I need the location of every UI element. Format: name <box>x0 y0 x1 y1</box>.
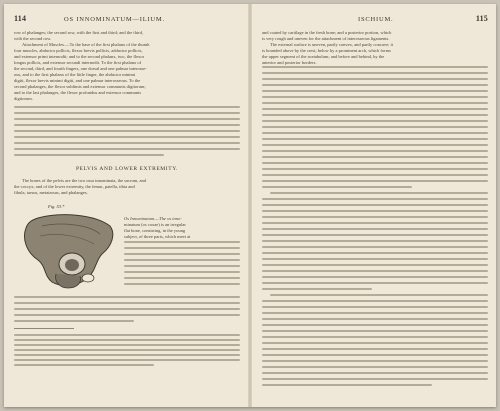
text-line <box>262 360 488 362</box>
body-line: and coated by cartilage in the fresh bone; and a posterior portion, which <box>262 30 392 35</box>
text-line <box>270 192 488 194</box>
text-line <box>262 246 488 248</box>
text-line <box>14 296 240 298</box>
text-line <box>262 150 488 152</box>
os-innominatum-figure <box>16 212 121 290</box>
body-line: the upper segment of the acetabulum; and before and behind, by the <box>262 54 385 59</box>
body-line: and to the last phalanges, the flexor profundus and extensor communis <box>14 90 142 95</box>
text-line <box>262 168 488 170</box>
text-line <box>14 124 240 126</box>
book-spread <box>4 4 496 407</box>
footnote-line <box>14 359 240 361</box>
text-line <box>124 265 240 267</box>
text-line <box>14 154 164 156</box>
footnote-line <box>14 344 240 346</box>
footnote-line <box>14 364 154 366</box>
body-line: ous, and to the first phalanx of the little finger, the abductor minimi <box>14 72 136 77</box>
text-line <box>262 282 488 284</box>
body-line: longus pollicis, and extensor secundi internodii. To the first phalanx of <box>14 60 142 65</box>
text-line <box>262 144 488 146</box>
text-line <box>262 78 488 80</box>
text-line <box>262 378 488 380</box>
side-line: subject, of three parts, which meet at <box>124 234 191 239</box>
text-line <box>262 204 488 206</box>
footnote-line <box>14 354 240 356</box>
text-line <box>14 302 240 304</box>
footnote-line <box>14 334 240 336</box>
obturator-foramen <box>82 274 94 282</box>
text-line <box>124 253 240 255</box>
text-line <box>262 348 488 350</box>
body-line: four muscles, abductor pollicis, flexor brevis pollicis, adductor pollicis, <box>14 48 143 53</box>
text-line <box>262 162 488 164</box>
side-line: Os Innominatum.—The os inno- <box>124 216 182 221</box>
text-line <box>262 330 488 332</box>
body-line: row of phalanges; the second row, with the first and third; and the third, <box>14 30 144 35</box>
left-page-number: 114 <box>14 14 27 23</box>
text-line <box>262 222 488 224</box>
text-line <box>262 312 488 314</box>
text-line <box>262 186 412 188</box>
footnote-line <box>14 349 240 351</box>
text-line <box>14 148 240 150</box>
body-line: and extensor primi internodii; and to the second phalanx, two, the flexor <box>14 54 145 59</box>
footnote-line <box>14 339 240 341</box>
text-line <box>124 247 240 249</box>
ischium-shape <box>56 274 81 288</box>
text-line <box>14 320 134 322</box>
text-line <box>14 106 240 108</box>
text-line <box>262 258 488 260</box>
body-line: The external surface is uneven, partly convex, and partly concave; it <box>270 42 393 47</box>
body-line: with the second row. <box>14 36 52 41</box>
text-line <box>262 198 488 200</box>
text-line <box>14 136 240 138</box>
text-line <box>262 288 372 290</box>
text-line <box>262 324 488 326</box>
body-line: the second, third, and fourth fingers, one dorsal and one palmar interosse- <box>14 66 147 71</box>
side-line: minatum (os coxae) is an irregular <box>124 222 186 227</box>
text-line <box>124 277 240 279</box>
text-line <box>14 130 240 132</box>
body-line: is very rough and uneven for the attachment of interosseous ligaments. <box>262 36 390 41</box>
figure-label: Fig. 53.* <box>48 204 65 209</box>
section-line: the coccyx; and of the lower extremity, the femur, patella, tibia and <box>14 184 135 189</box>
text-line <box>14 118 240 120</box>
text-line <box>124 259 240 261</box>
text-line <box>262 342 488 344</box>
left-page <box>4 4 248 407</box>
text-line <box>262 90 488 92</box>
text-line <box>124 283 240 285</box>
text-line <box>262 114 488 116</box>
body-line: anterior and posterior borders. <box>262 60 317 65</box>
text-line <box>262 252 488 254</box>
text-line <box>262 240 488 242</box>
body-line: digiti, flexor brevis minimi digiti, and one palmar interosseous. To the <box>14 78 141 83</box>
text-line <box>262 354 488 356</box>
text-line <box>124 271 240 273</box>
body-line: Attachment of Muscles.—To the base of the first phalanx of the thumb <box>22 42 150 47</box>
right-running-head <box>262 14 488 24</box>
text-line <box>262 264 488 266</box>
left-running-title: OS INNOMINATUM—ILIUM. <box>64 16 165 23</box>
section-line: The bones of the pelvis are the two ossa innominata, the sacrum, and <box>22 178 146 183</box>
text-line <box>262 108 488 110</box>
text-line <box>262 66 488 68</box>
text-line <box>262 156 488 158</box>
text-line <box>262 132 488 134</box>
text-line <box>262 270 488 272</box>
text-line <box>262 72 488 74</box>
text-line <box>262 180 488 182</box>
text-line <box>262 120 488 122</box>
text-line <box>14 314 240 316</box>
body-line: second phalanges, the flexor sublimis and extensor communis digitorum; <box>14 84 146 89</box>
text-line <box>262 216 488 218</box>
text-line <box>262 336 488 338</box>
body-line: digitorum. <box>14 96 33 101</box>
text-line <box>262 138 488 140</box>
text-line <box>262 306 488 308</box>
text-line <box>262 384 432 386</box>
text-line <box>262 84 488 86</box>
text-line <box>270 294 488 296</box>
acetabulum-fossa <box>65 259 79 271</box>
left-running-head <box>14 14 240 24</box>
section-heading: PELVIS AND LOWER EXTREMITY. <box>75 166 179 172</box>
text-line <box>262 372 488 374</box>
footnote-rule <box>14 328 74 329</box>
text-line <box>262 102 488 104</box>
right-page <box>252 4 496 407</box>
text-line <box>262 234 488 236</box>
text-line <box>262 174 488 176</box>
right-running-title: ISCHIUM. <box>358 16 394 23</box>
text-line <box>262 228 488 230</box>
section-line: fibula, tarsus, metatarsus, and phalanges. <box>14 190 88 195</box>
right-page-number: 115 <box>475 14 488 23</box>
text-line <box>14 308 240 310</box>
text-line <box>262 276 488 278</box>
body-line: is bounded above by the crest; below by a prominent arch, which forms <box>262 48 391 53</box>
text-line <box>262 366 488 368</box>
text-line <box>14 142 240 144</box>
text-line <box>262 96 488 98</box>
side-line: flat bone, consisting, in the young <box>124 228 186 233</box>
text-line <box>14 112 240 114</box>
text-line <box>262 300 488 302</box>
text-line <box>262 318 488 320</box>
text-line <box>262 210 488 212</box>
text-line <box>124 241 240 243</box>
text-line <box>262 126 488 128</box>
